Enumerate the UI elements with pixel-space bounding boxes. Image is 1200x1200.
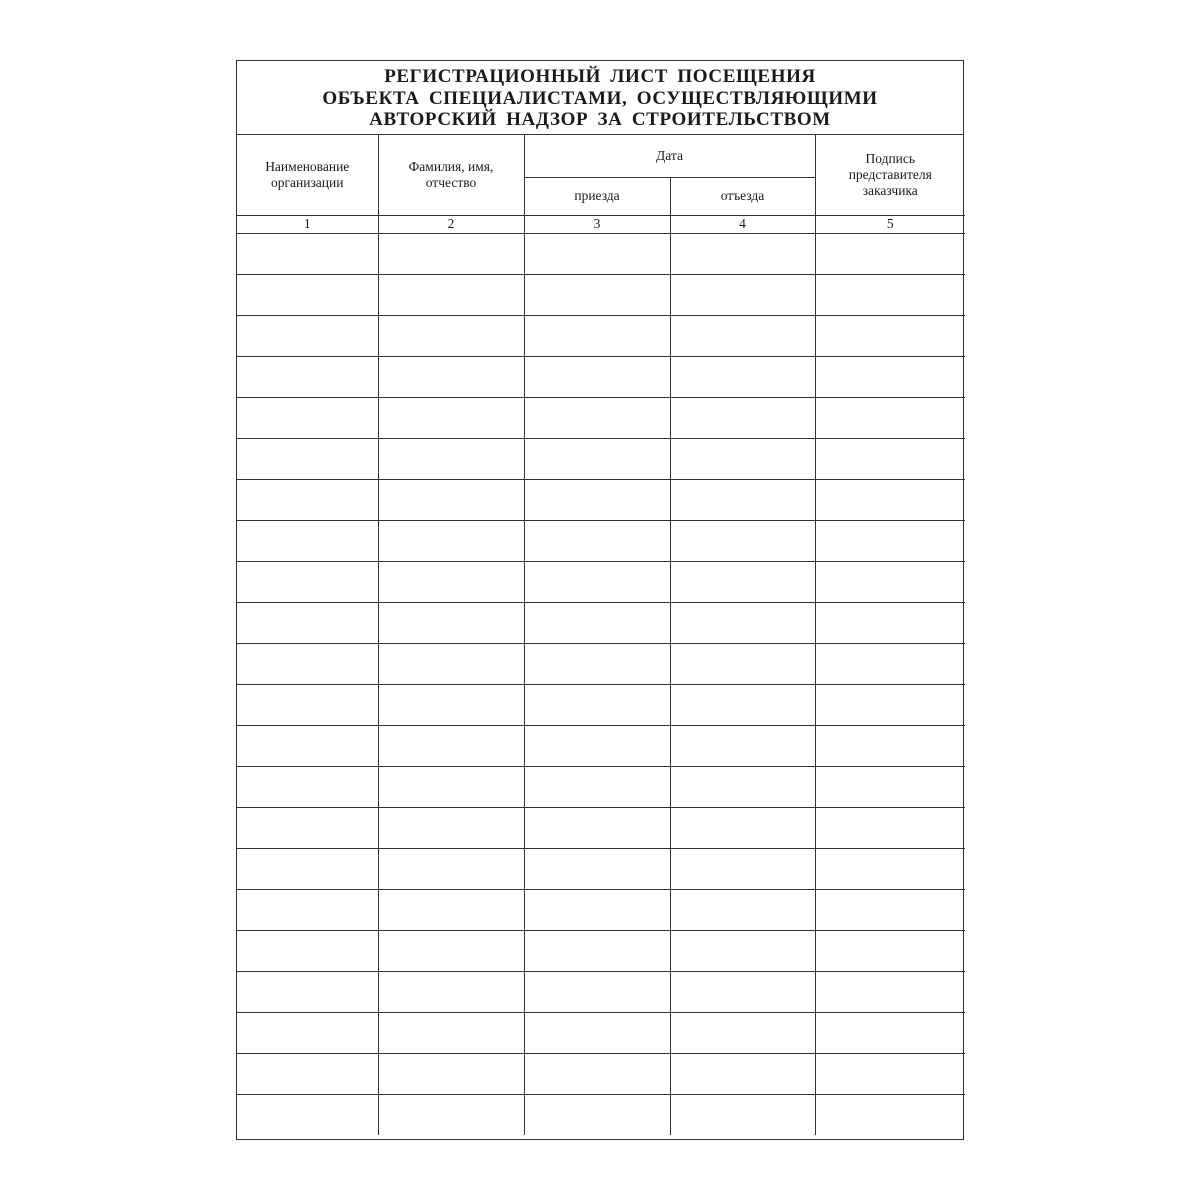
full-name-cell[interactable] (378, 479, 524, 520)
departure-cell[interactable] (670, 315, 815, 356)
table-row (237, 971, 965, 1012)
organization-cell[interactable] (237, 725, 378, 766)
departure-cell[interactable] (670, 930, 815, 971)
organization-cell[interactable] (237, 602, 378, 643)
organization-cell[interactable] (237, 315, 378, 356)
table-row (237, 725, 965, 766)
departure-cell[interactable] (670, 438, 815, 479)
table-row (237, 643, 965, 684)
header-full-name-line-2: отчество (425, 174, 477, 190)
full-name-cell[interactable] (378, 766, 524, 807)
registration-form (236, 60, 964, 1140)
header-departure: отъезда (670, 177, 815, 215)
header-organization-line-1: Наименование (265, 158, 350, 174)
full-name-cell[interactable] (378, 684, 524, 725)
full-name-cell[interactable] (378, 356, 524, 397)
signature-cell[interactable] (815, 1012, 965, 1053)
full-name-cell[interactable] (378, 889, 524, 930)
signature-cell[interactable] (815, 233, 965, 274)
organization-cell[interactable] (237, 1094, 378, 1135)
arrival-cell[interactable] (524, 479, 670, 520)
signature-cell[interactable] (815, 725, 965, 766)
organization-cell[interactable] (237, 520, 378, 561)
header-signature-line-1: Подпись (865, 150, 916, 166)
organization-cell[interactable] (237, 1053, 378, 1094)
full-name-cell[interactable] (378, 561, 524, 602)
departure-cell[interactable] (670, 1012, 815, 1053)
signature-cell[interactable] (815, 397, 965, 438)
header-organization (237, 135, 378, 215)
table-row (237, 479, 965, 520)
signature-cell[interactable] (815, 643, 965, 684)
title-line-2: ОБЪЕКТА СПЕЦИАЛИСТАМИ, ОСУЩЕСТВЛЯЮЩИМИ (322, 87, 878, 109)
full-name-cell[interactable] (378, 315, 524, 356)
table-row (237, 602, 965, 643)
form-title (237, 61, 963, 135)
full-name-cell[interactable] (378, 1053, 524, 1094)
full-name-cell[interactable] (378, 438, 524, 479)
full-name-cell[interactable] (378, 602, 524, 643)
header-full-name (378, 135, 524, 215)
full-name-cell[interactable] (378, 1012, 524, 1053)
departure-cell[interactable] (670, 684, 815, 725)
title-line-3: АВТОРСКИЙ НАДЗОР ЗА СТРОИТЕЛЬСТВОМ (369, 109, 831, 130)
signature-cell[interactable] (815, 971, 965, 1012)
departure-cell[interactable] (670, 520, 815, 561)
departure-cell[interactable] (670, 561, 815, 602)
full-name-cell[interactable] (378, 971, 524, 1012)
table-row (237, 807, 965, 848)
departure-cell[interactable] (670, 479, 815, 520)
table-row (237, 1012, 965, 1053)
arrival-cell[interactable] (524, 889, 670, 930)
registration-table (237, 135, 965, 1135)
arrival-cell[interactable] (524, 356, 670, 397)
organization-cell[interactable] (237, 643, 378, 684)
signature-cell[interactable] (815, 602, 965, 643)
signature-cell[interactable] (815, 889, 965, 930)
header-signature-line-2: представителя (848, 166, 932, 182)
full-name-cell[interactable] (378, 725, 524, 766)
arrival-cell[interactable] (524, 561, 670, 602)
organization-cell[interactable] (237, 971, 378, 1012)
table-body (237, 233, 965, 1135)
arrival-cell[interactable] (524, 274, 670, 315)
full-name-cell[interactable] (378, 233, 524, 274)
organization-cell[interactable] (237, 889, 378, 930)
departure-cell[interactable] (670, 971, 815, 1012)
departure-cell[interactable] (670, 848, 815, 889)
column-number-5: 5 (815, 215, 965, 233)
organization-cell[interactable] (237, 274, 378, 315)
departure-cell[interactable] (670, 274, 815, 315)
arrival-cell[interactable] (524, 848, 670, 889)
signature-cell[interactable] (815, 561, 965, 602)
table-row (237, 684, 965, 725)
arrival-cell[interactable] (524, 1012, 670, 1053)
organization-cell[interactable] (237, 1012, 378, 1053)
arrival-cell[interactable] (524, 438, 670, 479)
departure-cell[interactable] (670, 602, 815, 643)
column-number-1: 1 (237, 215, 378, 233)
arrival-cell[interactable] (524, 643, 670, 684)
full-name-cell[interactable] (378, 397, 524, 438)
full-name-cell[interactable] (378, 643, 524, 684)
header-signature-line-3: заказчика (862, 182, 918, 198)
full-name-cell[interactable] (378, 1094, 524, 1135)
organization-cell[interactable] (237, 438, 378, 479)
table-row (237, 397, 965, 438)
departure-cell[interactable] (670, 889, 815, 930)
full-name-cell[interactable] (378, 520, 524, 561)
organization-cell[interactable] (237, 233, 378, 274)
full-name-cell[interactable] (378, 274, 524, 315)
arrival-cell[interactable] (524, 725, 670, 766)
table-row (237, 561, 965, 602)
signature-cell[interactable] (815, 479, 965, 520)
signature-cell[interactable] (815, 930, 965, 971)
organization-cell[interactable] (237, 479, 378, 520)
arrival-cell[interactable] (524, 315, 670, 356)
table-row (237, 1053, 965, 1094)
arrival-cell[interactable] (524, 684, 670, 725)
table-row (237, 1094, 965, 1135)
signature-cell[interactable] (815, 807, 965, 848)
arrival-cell[interactable] (524, 1053, 670, 1094)
header-signature (815, 135, 965, 215)
table-row (237, 520, 965, 561)
header-full-name-line-1: Фамилия, имя, (408, 158, 494, 174)
departure-cell[interactable] (670, 643, 815, 684)
table-row (237, 766, 965, 807)
arrival-cell[interactable] (524, 807, 670, 848)
signature-cell[interactable] (815, 356, 965, 397)
organization-cell[interactable] (237, 561, 378, 602)
table-row (237, 233, 965, 274)
arrival-cell[interactable] (524, 930, 670, 971)
table-row (237, 889, 965, 930)
table-row (237, 356, 965, 397)
signature-cell[interactable] (815, 684, 965, 725)
signature-cell[interactable] (815, 1053, 965, 1094)
signature-cell[interactable] (815, 520, 965, 561)
table-row (237, 315, 965, 356)
column-numbers-row (237, 215, 965, 233)
signature-cell[interactable] (815, 315, 965, 356)
signature-cell[interactable] (815, 1094, 965, 1135)
organization-cell[interactable] (237, 766, 378, 807)
organization-cell[interactable] (237, 684, 378, 725)
arrival-cell[interactable] (524, 971, 670, 1012)
arrival-cell[interactable] (524, 233, 670, 274)
departure-cell[interactable] (670, 725, 815, 766)
arrival-cell[interactable] (524, 1094, 670, 1135)
header-date: Дата (524, 135, 815, 177)
arrival-cell[interactable] (524, 602, 670, 643)
organization-cell[interactable] (237, 930, 378, 971)
departure-cell[interactable] (670, 1053, 815, 1094)
departure-cell[interactable] (670, 1094, 815, 1135)
organization-cell[interactable] (237, 807, 378, 848)
header-organization-line-2: организации (271, 174, 344, 190)
arrival-cell[interactable] (524, 397, 670, 438)
signature-cell[interactable] (815, 766, 965, 807)
column-number-3: 3 (524, 215, 670, 233)
organization-cell[interactable] (237, 397, 378, 438)
table-row (237, 438, 965, 479)
full-name-cell[interactable] (378, 930, 524, 971)
column-number-4: 4 (670, 215, 815, 233)
arrival-cell[interactable] (524, 520, 670, 561)
departure-cell[interactable] (670, 397, 815, 438)
departure-cell[interactable] (670, 807, 815, 848)
table-row (237, 848, 965, 889)
header-arrival: приезда (524, 177, 670, 215)
departure-cell[interactable] (670, 356, 815, 397)
table-row (237, 930, 965, 971)
full-name-cell[interactable] (378, 848, 524, 889)
full-name-cell[interactable] (378, 807, 524, 848)
signature-cell[interactable] (815, 274, 965, 315)
departure-cell[interactable] (670, 766, 815, 807)
signature-cell[interactable] (815, 848, 965, 889)
column-number-2: 2 (378, 215, 524, 233)
title-line-1: РЕГИСТРАЦИОННЫЙ ЛИСТ ПОСЕЩЕНИЯ (384, 66, 816, 87)
departure-cell[interactable] (670, 233, 815, 274)
signature-cell[interactable] (815, 438, 965, 479)
organization-cell[interactable] (237, 848, 378, 889)
table-row (237, 274, 965, 315)
organization-cell[interactable] (237, 356, 378, 397)
arrival-cell[interactable] (524, 766, 670, 807)
